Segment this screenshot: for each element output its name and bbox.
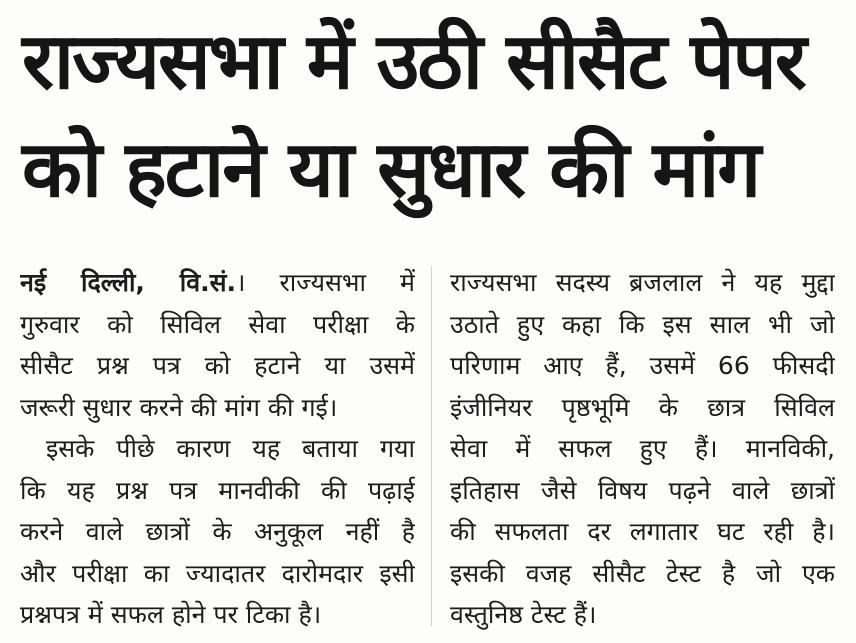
article-line: करने वाले छात्रों के अनुकूल नहीं है [20, 517, 415, 546]
article-line: परिणाम आए हैं, उसमें 66 फीसदी [450, 351, 835, 380]
article-line: जरूरी सुधार करने की मांग की गई। [20, 392, 338, 422]
article-line: गुरुवार को सिविल सेवा परीक्षा के [20, 309, 415, 339]
column-divider [431, 266, 432, 626]
article-line: राज्यसभा सदस्य ब्रजलाल ने यह मुद्दा [450, 268, 835, 297]
headline [22, 8, 842, 224]
article-left-column [20, 262, 415, 636]
dateline: नई दिल्ली, वि.सं. [20, 268, 236, 297]
article-line: वस्तुनिष्ठ टेस्ट हैं। [450, 600, 597, 629]
article-line: सेवा में सफल हुए हैं। मानविकी, [450, 434, 835, 463]
article-line: इतिहास जैसे विषय पढ़ने वाले छात्रों [450, 475, 835, 505]
article-line: इसके पीछे कारण यह बताया गया [46, 434, 415, 463]
article-line: की सफलता दर लगातार घट रही है। [450, 517, 835, 546]
article-line: प्रश्नपत्र में सफल होने पर टिका है। [20, 600, 322, 629]
article-line-text: । राज्यसभा में [236, 268, 415, 297]
article-line: इंजीनियर पृष्ठभूमि के छात्र सिविल [450, 392, 835, 422]
headline-line-2: को हटाने या सुधार की मांग [22, 125, 760, 215]
headline-line-1: राज्यसभा में उठी सीसैट पेपर [22, 17, 805, 107]
article-line: इसकी वजह सीसैट टेस्ट है जो एक [450, 558, 835, 588]
article-line: और परीक्षा का ज्यादातर दारोमदार इसी [20, 558, 415, 588]
article-line: उठाते हुए कहा कि इस साल भी जो [450, 309, 835, 339]
article-line: सीसैट प्रश्न पत्र को हटाने या उसमें [20, 351, 415, 380]
article-right-column [450, 262, 835, 636]
article-line: कि यह प्रश्न पत्र मानवीकी की पढ़ाई [20, 475, 415, 505]
article-line [20, 262, 415, 304]
